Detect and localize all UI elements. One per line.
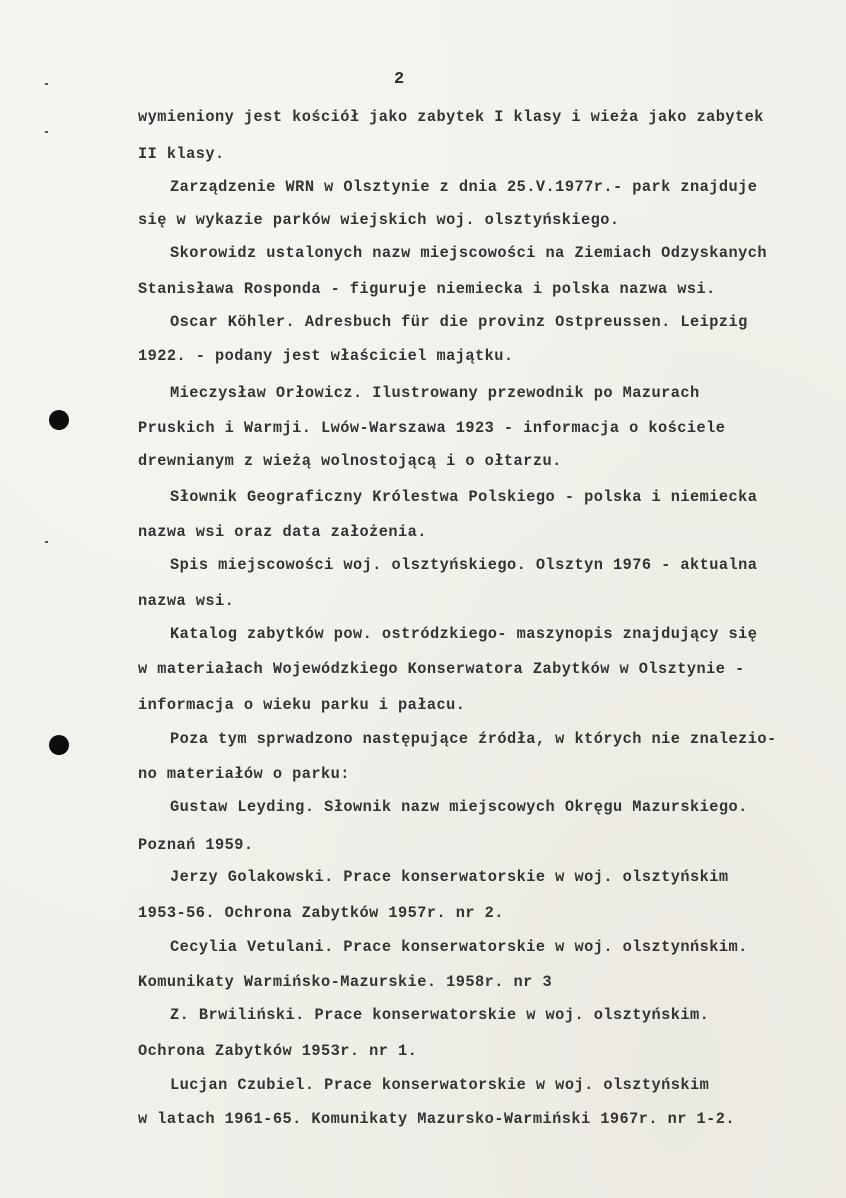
text-line: Jerzy Golakowski. Prace konserwatorskie w woj. olsztyńskim [170, 868, 729, 886]
text-line: Zarządzenie WRN w Olsztynie z dnia 25.V.1977r.- park znajduje [170, 178, 758, 196]
page-number: 2 [394, 70, 406, 89]
text-line: nazwa wsi oraz data założenia. [138, 523, 427, 541]
margin-mark [45, 541, 48, 543]
text-line: Cecylia Vetulani. Prace konserwatorskie w woj. olsztynńskim. [170, 938, 748, 956]
text-line: 1922. - podany jest właściciel majątku. [138, 347, 514, 365]
text-line: wymieniony jest kościół jako zabytek I klasy i wieża jako zabytek [138, 108, 764, 126]
text-line: Mieczysław Orłowicz. Ilustrowany przewodnik po Mazurach [170, 384, 700, 402]
text-line: Gustaw Leyding. Słownik nazw miejscowych Okręgu Mazurskiego. [170, 798, 748, 816]
text-line: Katalog zabytków pow. ostródzkiego- maszynopis znajdujący się [170, 625, 758, 643]
text-line: Skorowidz ustalonych nazw miejscowości na Ziemiach Odzyskanych [170, 244, 768, 262]
text-line: nazwa wsi. [138, 592, 235, 610]
text-line: się w wykazie parków wiejskich woj. olsztyńskiego. [138, 211, 620, 229]
text-line: Komunikaty Warmińsko-Mazurskie. 1958r. nr 3 [138, 973, 553, 991]
text-line: Poza tym sprwadzono następujące źródła, w których nie znalezio- [170, 730, 777, 748]
text-line: Stanisława Rosponda - figuruje niemiecka i polska nazwa wsi. [138, 280, 716, 298]
punch-hole [49, 410, 69, 430]
text-line: Pruskich i Warmji. Lwów-Warszawa 1923 - informacja o kościele [138, 419, 726, 437]
text-line: II klasy. [138, 145, 225, 163]
text-line: Oscar Köhler. Adresbuch für die provinz Ostpreussen. Leipzig [170, 313, 748, 331]
text-line: Ochrona Zabytków 1953r. nr 1. [138, 1042, 418, 1060]
text-line: Lucjan Czubiel. Prace konserwatorskie w woj. olsztyńskim [170, 1076, 710, 1094]
text-line: Słownik Geograficzny Królestwa Polskiego - polska i niemiecka [170, 488, 758, 506]
text-line: Z. Brwiliński. Prace konserwatorskie w woj. olsztyńskim. [170, 1006, 710, 1024]
text-line: Poznań 1959. [138, 836, 254, 854]
punch-hole [49, 735, 69, 755]
text-line: drewnianym z wieżą wolnostojącą i o ołtarzu. [138, 452, 562, 470]
text-line: no materiałów o parku: [138, 765, 350, 783]
text-line: w materiałach Wojewódzkiego Konserwatora Zabytków w Olsztynie - [138, 660, 745, 678]
text-line: 1953-56. Ochrona Zabytków 1957r. nr 2. [138, 904, 504, 922]
text-line: informacja o wieku parku i pałacu. [138, 696, 466, 714]
margin-mark [45, 83, 48, 85]
text-line: w latach 1961-65. Komunikaty Mazursko-Warmiński 1967r. nr 1-2. [138, 1110, 736, 1128]
text-line: Spis miejscowości woj. olsztyńskiego. Olsztyn 1976 - aktualna [170, 556, 758, 574]
margin-mark [45, 131, 48, 133]
